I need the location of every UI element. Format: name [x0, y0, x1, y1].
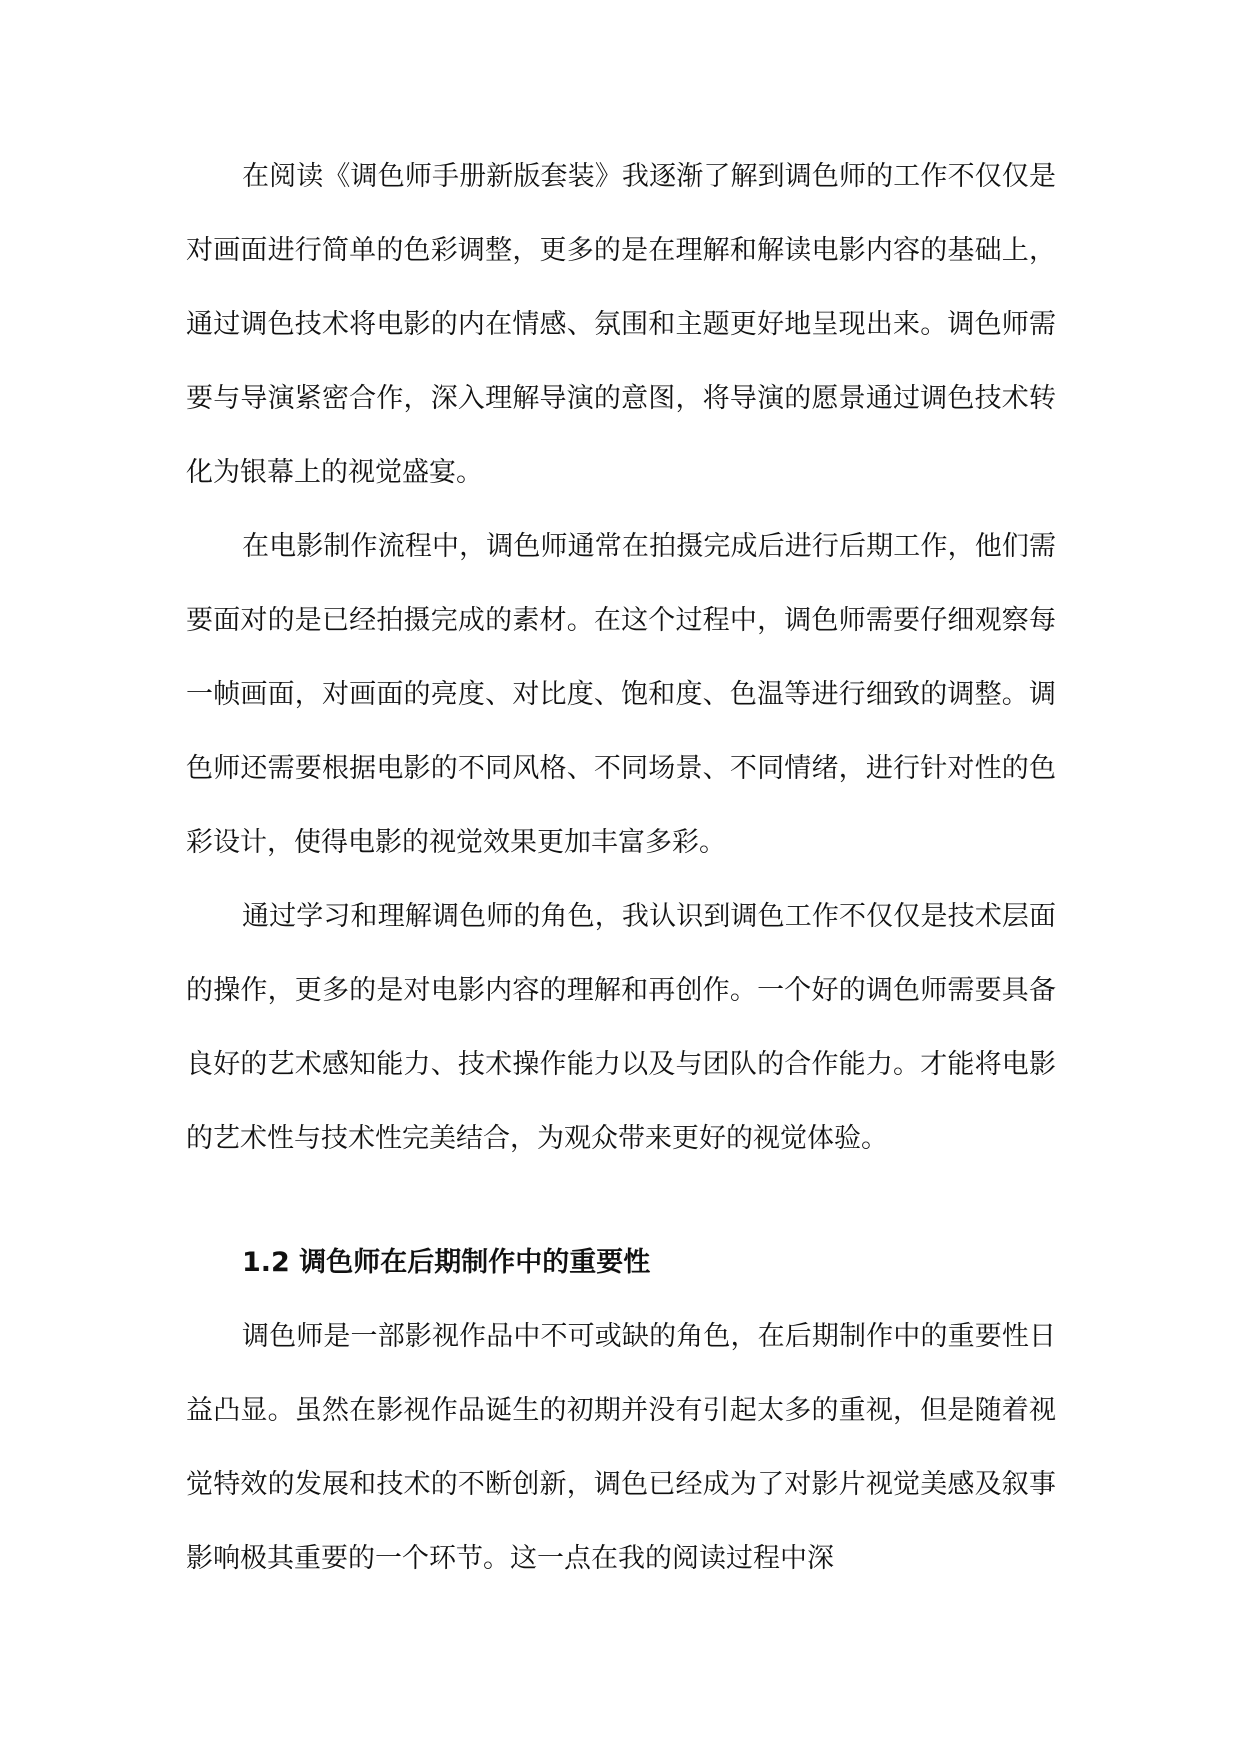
body-paragraph: 调色师是一部影视作品中不可或缺的角色，在后期制作中的重要性日益凸显。虽然在影视作品诞生的初期并没有引起太多的重视，但是随着视觉特效的发展和技术的不断创新，调色已经成为了对影片视觉美感及叙事影响极其重要的一个环节。这一点在我的阅读过程中深 — [186, 1321, 1056, 1574]
body-paragraph: 通过学习和理解调色师的角色，我认识到调色工作不仅仅是技术层面的操作，更多的是对电影内容的理解和再创作。一个好的调色师需要具备良好的艺术感知能力、技术操作能力以及与团队的合作能力。才能将电影的艺术性与技术性完美结合，为观众带来更好的视觉体验。 — [186, 901, 1056, 1154]
body-paragraph: 在阅读《调色师手册新版套装》我逐渐了解到调色师的工作不仅仅是对画面进行简单的色彩调整，更多的是在理解和解读电影内容的基础上，通过调色技术将电影的内在情感、氛围和主题更好地呈现出来。调色师需要与导演紧密合作，深入理解导演的意图，将导演的愿景通过调色技术转化为银幕上的视觉盛宴。 — [186, 161, 1056, 488]
body-paragraph: 在电影制作流程中，调色师通常在拍摄完成后进行后期工作，他们需要面对的是已经拍摄完成的素材。在这个过程中，调色师需要仔细观察每一帧画面，对画面的亮度、对比度、饱和度、色温等进行细致的调整。调色师还需要根据电影的不同风格、不同场景、不同情绪，进行针对性的色彩设计，使得电影的视觉效果更加丰富多彩。 — [186, 531, 1056, 858]
section-heading: 1.2 调色师在后期制作中的重要性 — [242, 1247, 651, 1278]
document-page — [186, 140, 1056, 1596]
